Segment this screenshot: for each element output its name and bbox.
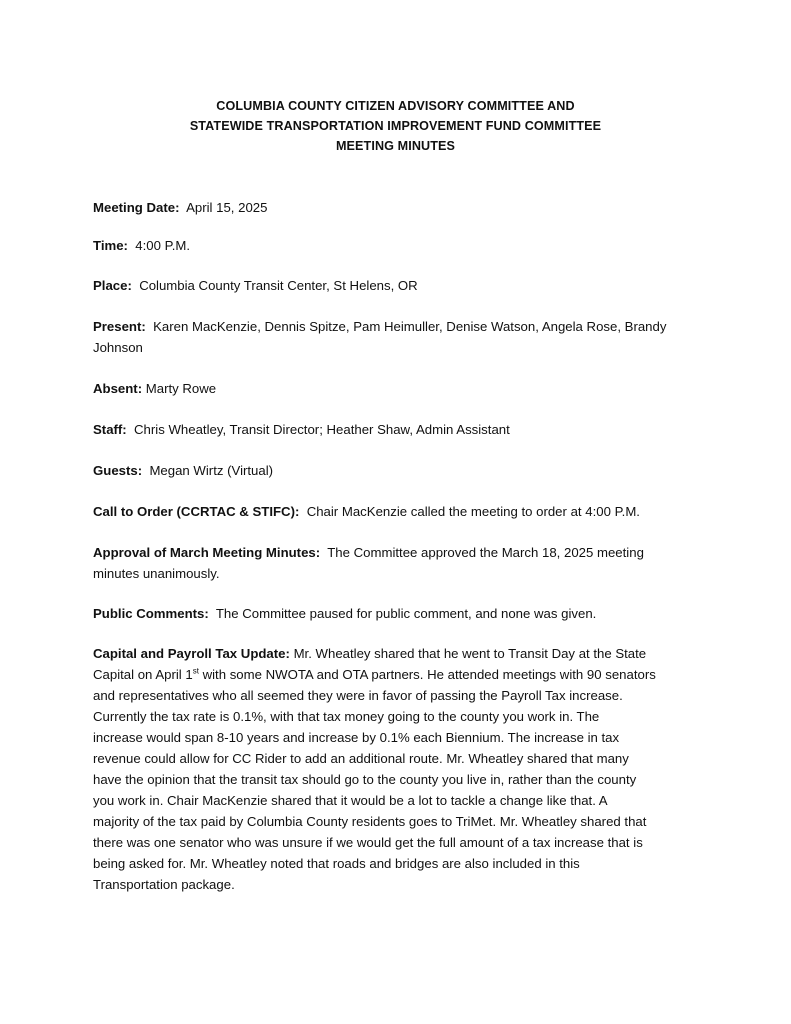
call-to-order-field [93,501,640,522]
approval-label: Approval of March Meeting Minutes: [93,545,321,560]
call-to-order-value: Chair MacKenzie called the meeting to order at 4:00 P.M. [306,504,640,519]
capital-payroll-line-5: increase would span 8-10 years and increase by 0.1% each Biennium. The increase in tax [93,730,620,745]
meeting-date-label: Meeting Date: [93,200,180,215]
public-comments-value: The Committee paused for public comment, and none was given. [215,606,597,621]
time-label: Time: [93,238,128,253]
approval-value-line-1: The Committee approved the March 18, 2025 meeting [327,545,644,560]
absent-value: Marty Rowe [145,381,217,396]
document-header [0,96,791,156]
place-label: Place: [93,278,132,293]
place-value: Columbia County Transit Center, St Helens, OR [139,278,418,293]
capital-payroll-line-3: and representatives who all seemed they were in favor of passing the Payroll Tax increase. [93,688,623,703]
staff-label: Staff: [93,422,127,437]
capital-payroll-line-4: Currently the tax rate is 0.1%, with that tax money going to the county you work in. The [93,709,600,724]
capital-payroll-line-2-post: with some NWOTA and OTA partners. He attended meetings with 90 senators [198,667,656,682]
time-field [93,235,190,256]
capital-payroll-line-8: you work in. Chair MacKenzie shared that it would be a lot to tackle a change like that. A [93,793,608,808]
absent-field [93,378,216,399]
guests-value: Megan Wirtz (Virtual) [149,463,274,478]
capital-payroll-line-7: have the opinion that the transit tax should go to the county you live in, rather than the county [93,772,637,787]
present-value-line-2: Johnson [93,340,143,355]
capital-payroll-line-10: there was one senator who was unsure if we would get the full amount of a tax increase that is [93,835,643,850]
present-value-line-1: Karen MacKenzie, Dennis Spitze, Pam Heimuller, Denise Watson, Angela Rose, Brandy [153,319,667,334]
guests-field [93,460,273,481]
guests-label: Guests: [93,463,143,478]
header-line-2: STATEWIDE TRANSPORTATION IMPROVEMENT FUND COMMITTEE [189,119,602,133]
place-field [93,275,418,296]
capital-payroll-line-2-pre: Capital on April 1 [93,667,193,682]
meeting-date-value: April 15, 2025 [186,200,268,215]
staff-value: Chris Wheatley, Transit Director; Heather Shaw, Admin Assistant [134,422,510,437]
approval-field [93,542,644,584]
absent-label: Absent: [93,381,143,396]
capital-payroll-line-12: Transportation package. [93,877,235,892]
approval-value-line-2: minutes unanimously. [93,566,220,581]
capital-payroll-line-2 [93,664,656,685]
capital-payroll-line-6: revenue could allow for CC Rider to add an additional route. Mr. Wheatley shared that many [93,751,629,766]
present-field [93,316,666,358]
header-line-1: COLUMBIA COUNTY CITIZEN ADVISORY COMMITTEE AND [216,99,575,113]
capital-payroll-line-11: being asked for. Mr. Wheatley noted that roads and bridges are also included in this [93,856,580,871]
capital-payroll-label: Capital and Payroll Tax Update: [93,646,290,661]
time-value: 4:00 P.M. [135,238,191,253]
header-line-3: MEETING MINUTES [335,139,456,153]
present-label: Present: [93,319,146,334]
capital-payroll-line-2-sup: st [192,666,199,676]
staff-field [93,419,510,440]
call-to-order-label: Call to Order (CCRTAC & STIFC): [93,504,300,519]
capital-payroll-line-9: majority of the tax paid by Columbia County residents goes to TriMet. Mr. Wheatley shared that [93,814,647,829]
public-comments-field [93,603,596,624]
public-comments-label: Public Comments: [93,606,209,621]
capital-payroll-field [93,643,656,895]
meeting-date-field [93,197,267,218]
capital-payroll-line-1: Mr. Wheatley shared that he went to Transit Day at the State [293,646,647,661]
